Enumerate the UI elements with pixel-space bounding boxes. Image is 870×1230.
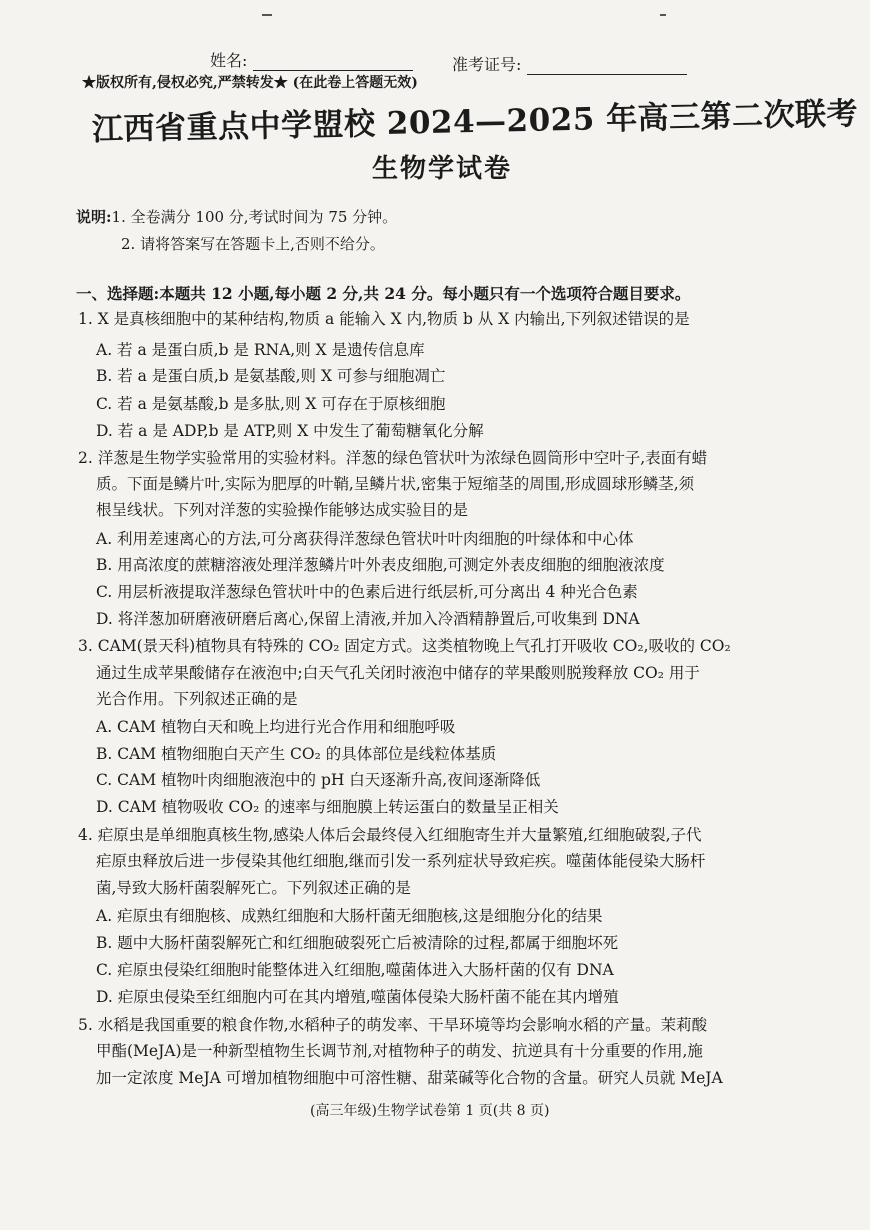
question-stem: 加一定浓度 MeJA 可增加植物细胞中可溶性糖、甜菜碱等化合物的含量。研究人员就 MeJA: [96, 1069, 723, 1087]
question-stem: 4. 疟原虫是单细胞真核生物,感染人体后会最终侵入红细胞寄生并大量繁殖,红细胞破裂,子代: [78, 826, 702, 844]
instruction-label: 说明:: [76, 208, 112, 226]
exam-subtitle: 生物学试卷: [372, 154, 513, 184]
answer-option: B. CAM 植物细胞白天产生 CO₂ 的具体部位是线粒体基质: [96, 745, 497, 763]
instruction-item: 1. 全卷满分 100 分,考试时间为 75 分钟。: [111, 208, 398, 226]
answer-option: D. 若 a 是 ADP,b 是 ATP,则 X 中发生了葡萄糖氧化分解: [96, 422, 484, 440]
question-stem: 1. X 是真核细胞中的某种结构,物质 a 能输入 X 内,物质 b 从 X 内输出,下列叙述错误的是: [78, 310, 690, 328]
scan-mark: [262, 14, 272, 16]
answer-option: A. CAM 植物白天和晚上均进行光合作用和细胞呼吸: [96, 718, 456, 736]
answer-option: B. 若 a 是蛋白质,b 是氨基酸,则 X 可参与细胞凋亡: [96, 367, 446, 385]
answer-option: C. 若 a 是氨基酸,b 是多肽,则 X 可存在于原核细胞: [96, 395, 446, 413]
name-blank[interactable]: [253, 52, 413, 71]
answer-option: A. 疟原虫有细胞核、成熟红细胞和大肠杆菌无细胞核,这是细胞分化的结果: [96, 907, 603, 925]
answer-option: A. 若 a 是蛋白质,b 是 RNA,则 X 是遗传信息库: [96, 341, 425, 359]
answer-option: C. CAM 植物叶肉细胞液泡中的 pH 白天逐渐升高,夜间逐渐降低: [96, 771, 541, 789]
answer-option: D. CAM 植物吸收 CO₂ 的速率与细胞膜上转运蛋白的数量呈正相关: [96, 798, 559, 816]
scan-mark: [660, 14, 666, 16]
answer-option: D. 疟原虫侵染至红细胞内可在其内增殖,噬菌体侵染大肠杆菌不能在其内增殖: [96, 988, 619, 1006]
exam-title: 江西省重点中学盟校 2024—2025 年高三第二次联考: [91, 95, 859, 148]
answer-option: C. 疟原虫侵染红细胞时能整体进入红细胞,噬菌体进入大肠杆菌的仅有 DNA: [96, 961, 614, 979]
section-heading: 一、选择题:本题共 12 小题,每小题 2 分,共 24 分。每小题只有一个选项符合题目要求。: [76, 284, 691, 303]
name-field[interactable]: [210, 48, 413, 71]
exam-number-label: 准考证号:: [452, 55, 522, 74]
exam-number-field[interactable]: [452, 52, 687, 75]
question-stem: 质。下面是鳞片叶,实际为肥厚的叶鞘,呈鳞片状,密集于短缩茎的周围,形成圆球形鳞茎,须: [96, 475, 695, 493]
answer-option: C. 用层析液提取洋葱绿色管状叶中的色素后进行纸层析,可分离出 4 种光合色素: [96, 583, 638, 601]
question-stem: 根呈线状。下列对洋葱的实验操作能够达成实验目的是: [96, 501, 469, 519]
answer-option: A. 利用差速离心的方法,可分离获得洋葱绿色管状叶叶肉细胞的叶绿体和中心体: [96, 530, 634, 548]
answer-option: D. 将洋葱加研磨液研磨后离心,保留上清液,并加入冷酒精静置后,可收集到 DNA: [96, 610, 640, 628]
question-stem: 通过生成苹果酸储存在液泡中;白天气孔关闭时液泡中储存的苹果酸则脱羧释放 CO₂ 用于: [96, 664, 700, 682]
exam-number-blank[interactable]: [527, 56, 687, 75]
copyright-notice: ★版权所有,侵权必究,严禁转发★ (在此卷上答题无效): [82, 75, 418, 91]
instruction-item: 2. 请将答案写在答题卡上,否则不给分。: [121, 235, 385, 253]
question-stem: 疟原虫释放后进一步侵染其他红细胞,继而引发一系列症状导致疟疾。噬菌体能侵染大肠杆: [96, 852, 706, 870]
answer-option: B. 题中大肠杆菌裂解死亡和红细胞破裂死亡后被清除的过程,都属于细胞坏死: [96, 934, 619, 952]
answer-option: B. 用高浓度的蔗糖溶液处理洋葱鳞片叶外表皮细胞,可测定外表皮细胞的细胞液浓度: [96, 556, 665, 574]
question-stem: 2. 洋葱是生物学实验常用的实验材料。洋葱的绿色管状叶为浓绿色圆筒形中空叶子,表面有蜡: [78, 449, 708, 467]
name-label: 姓名:: [210, 51, 248, 70]
question-stem: 5. 水稻是我国重要的粮食作物,水稻种子的萌发率、干旱环境等均会影响水稻的产量。茉莉酸: [78, 1016, 708, 1034]
question-stem: 菌,导致大肠杆菌裂解死亡。下列叙述正确的是: [96, 879, 411, 897]
question-stem: 光合作用。下列叙述正确的是: [96, 690, 298, 708]
question-stem: 3. CAM(景天科)植物具有特殊的 CO₂ 固定方式。这类植物晚上气孔打开吸收 CO₂,吸收的 CO₂: [78, 637, 731, 655]
page-footer: (高三年级)生物学试卷第 1 页(共 8 页): [310, 1103, 550, 1119]
question-stem: 甲酯(MeJA)是一种新型植物生长调节剂,对植物种子的萌发、抗逆具有十分重要的作用,施: [96, 1042, 703, 1060]
instruction-line-1: [76, 206, 397, 227]
